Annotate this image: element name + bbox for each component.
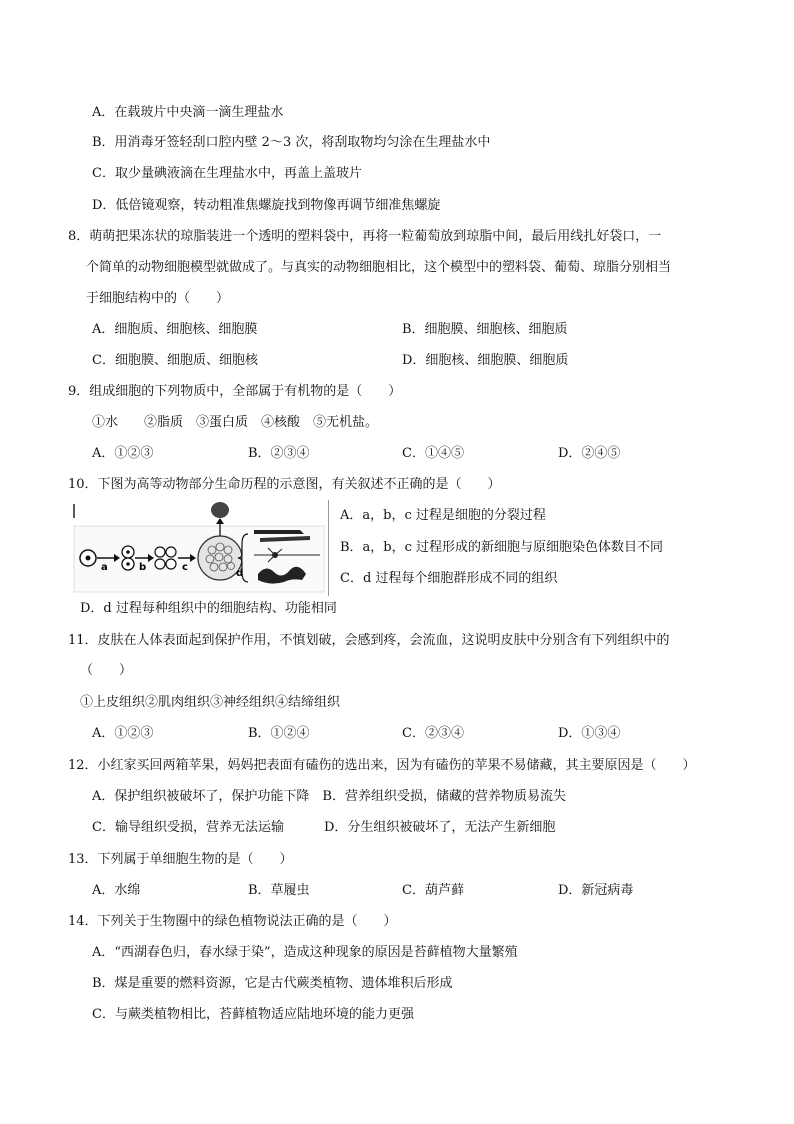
q8-option-c: C．细胞膜、细胞质、细胞核	[92, 353, 258, 368]
diagram-svg	[70, 500, 328, 596]
q11-option-d: D．①③④	[558, 726, 621, 741]
q12-stem: 12．小红家买回两箱苹果，妈妈把表面有磕伤的选出来，因为有磕伤的苹果不易储藏，其主要原因是（ ）	[68, 758, 696, 773]
q11-stem-line1: 11．皮肤在人体表面起到保护作用，不慎划破，会感到疼，会流血，这说明皮肤中分别含有下列组织中的	[68, 633, 670, 648]
q9-option-d: D．②④⑤	[558, 446, 621, 461]
label-c: c	[182, 562, 188, 573]
four-cell-icon	[155, 547, 165, 557]
q13-option-b: B．草履虫	[248, 883, 310, 898]
q8-option-b: B．细胞膜、细胞核、细胞质	[402, 322, 568, 337]
label-b: b	[139, 562, 147, 573]
q7-option-d: D．低倍镜观察，转动粗准焦螺旋找到物像再调节细准焦螺旋	[92, 198, 441, 213]
q8-stem-line1: 8．萌萌把果冻状的琼脂装进一个透明的塑料袋中，再将一粒葡萄放到琼脂中间，最后用线扎好袋口，一	[68, 229, 662, 244]
q10-stem: 10．下图为高等动物部分生命历程的示意图，有关叙述不正确的是（ ）	[68, 477, 501, 492]
q11-option-c: C．②③④	[402, 726, 464, 741]
q9-stem: 9．组成细胞的下列物质中，全部属于有机物的是（ ）	[68, 384, 402, 399]
q9-option-b: B．②③④	[248, 446, 310, 461]
q9-option-a: A．①②③	[92, 446, 154, 461]
q8-stem-line3: 于细胞结构中的（ ）	[86, 291, 230, 306]
q7-option-b: B．用消毒牙签轻刮口腔内壁 2～3 次，将刮取物均匀涂在生理盐水中	[92, 135, 491, 150]
q10-option-d: D．d 过程每种组织中的细胞结构、功能相同	[80, 601, 337, 616]
q8-option-d: D．细胞核、细胞膜、细胞质	[402, 353, 569, 368]
tissue-epithelial-icon	[254, 530, 304, 534]
q13-option-a: A．水绵	[92, 883, 141, 898]
q13-option-d: D．新冠病毒	[558, 883, 634, 898]
q12-option-ab: A．保护组织被破坏了，保护功能下降 B．营养组织受损，储藏的营养物质易流失	[92, 789, 566, 804]
q7-option-a: A．在载玻片中央滴一滴生理盐水	[92, 105, 284, 120]
q11-option-b: B．①②④	[248, 726, 310, 741]
figure-divider	[328, 500, 329, 596]
q13-option-c: C．葫芦藓	[402, 883, 464, 898]
q12-option-d: D．分生组织被破坏了，无法产生新细胞	[324, 820, 556, 835]
q14-stem: 14．下列关于生物圈中的绿色植物说法正确的是（ ）	[68, 914, 397, 929]
cell-life-process-diagram	[70, 500, 328, 596]
q14-option-b: B．煤是重要的燃料资源，它是古代蕨类植物、遗体堆积后形成	[92, 976, 453, 991]
q11-option-a: A．①②③	[92, 726, 154, 741]
tree-icon	[211, 502, 229, 518]
q10-option-a: A．a，b，c 过程是细胞的分裂过程	[340, 508, 546, 523]
q9-option-c: C．①④⑤	[402, 446, 464, 461]
q9-items: ①水 ②脂质 ③蛋白质 ④核酸 ⑤无机盐。	[92, 415, 379, 430]
q13-stem: 13．下列属于单细胞生物的是（ ）	[68, 852, 293, 867]
q10-option-c: C．d 过程每个细胞群形成不同的组织	[340, 571, 558, 586]
q14-option-a: A．“西湖春色归，春水绿于染”，造成这种现象的原因是苔藓植物大量繁殖	[92, 945, 518, 960]
q11-stem-line2: （ ）	[80, 663, 133, 678]
label-a: a	[101, 562, 108, 573]
q7-option-c: C．取少量碘液滴在生理盐水中，再盖上盖玻片	[92, 166, 362, 181]
q12-option-c: C．输导组织受损，营养无法运输	[92, 820, 284, 835]
q10-option-b: B．a，b，c 过程形成的新细胞与原细胞染色体数目不同	[340, 540, 664, 555]
label-d: d	[236, 568, 244, 579]
q11-items: ①上皮组织②肌肉组织③神经组织④结缔组织	[80, 695, 341, 710]
q8-stem-line2: 个简单的动物细胞模型就做成了。与真实的动物细胞相比，这个模型中的塑料袋、葡萄、琼脂分别相当	[86, 260, 672, 275]
q14-option-c: C．与蕨类植物相比，苔藓植物适应陆地环境的能力更强	[92, 1007, 414, 1022]
q8-option-a: A．细胞质、细胞核、细胞膜	[92, 322, 258, 337]
